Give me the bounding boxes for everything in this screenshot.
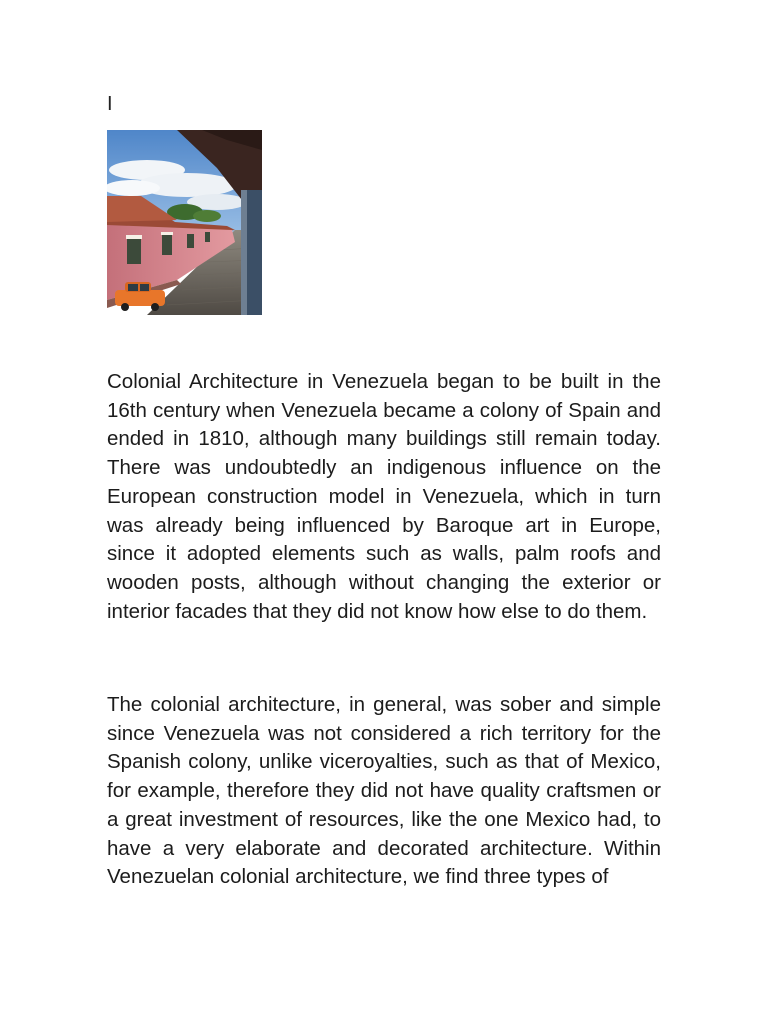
list-marker: I — [107, 93, 113, 115]
body-paragraph-1: Colonial Architecture in Venezuela began to be built in the 16th century when Venezuela became a colony of Spain and ended in 1810, although many buildings still remain today. There was undoubtedly an indigenous influence on the European construction model in Venezuela, which in turn was already being influenced by Baroque art in Europe, since it adopted elements such as walls, palm roofs and wooden posts, although without changing the exterior or interior facades that they did not know how else to do them. — [107, 370, 661, 623]
colonial-street-photo — [107, 130, 262, 315]
body-paragraph-2: The colonial architecture, in general, was sober and simple since Venezuela was not considered a rich territory for the Spanish colony, unlike viceroyalties, such as that of Mexico, for example, therefore they did not have quality craftsmen or a great investment of resources, like the one Mexico had, to have a very elaborate and decorated architecture. Within Venezuelan colonial architecture, we find three types of — [107, 693, 661, 889]
